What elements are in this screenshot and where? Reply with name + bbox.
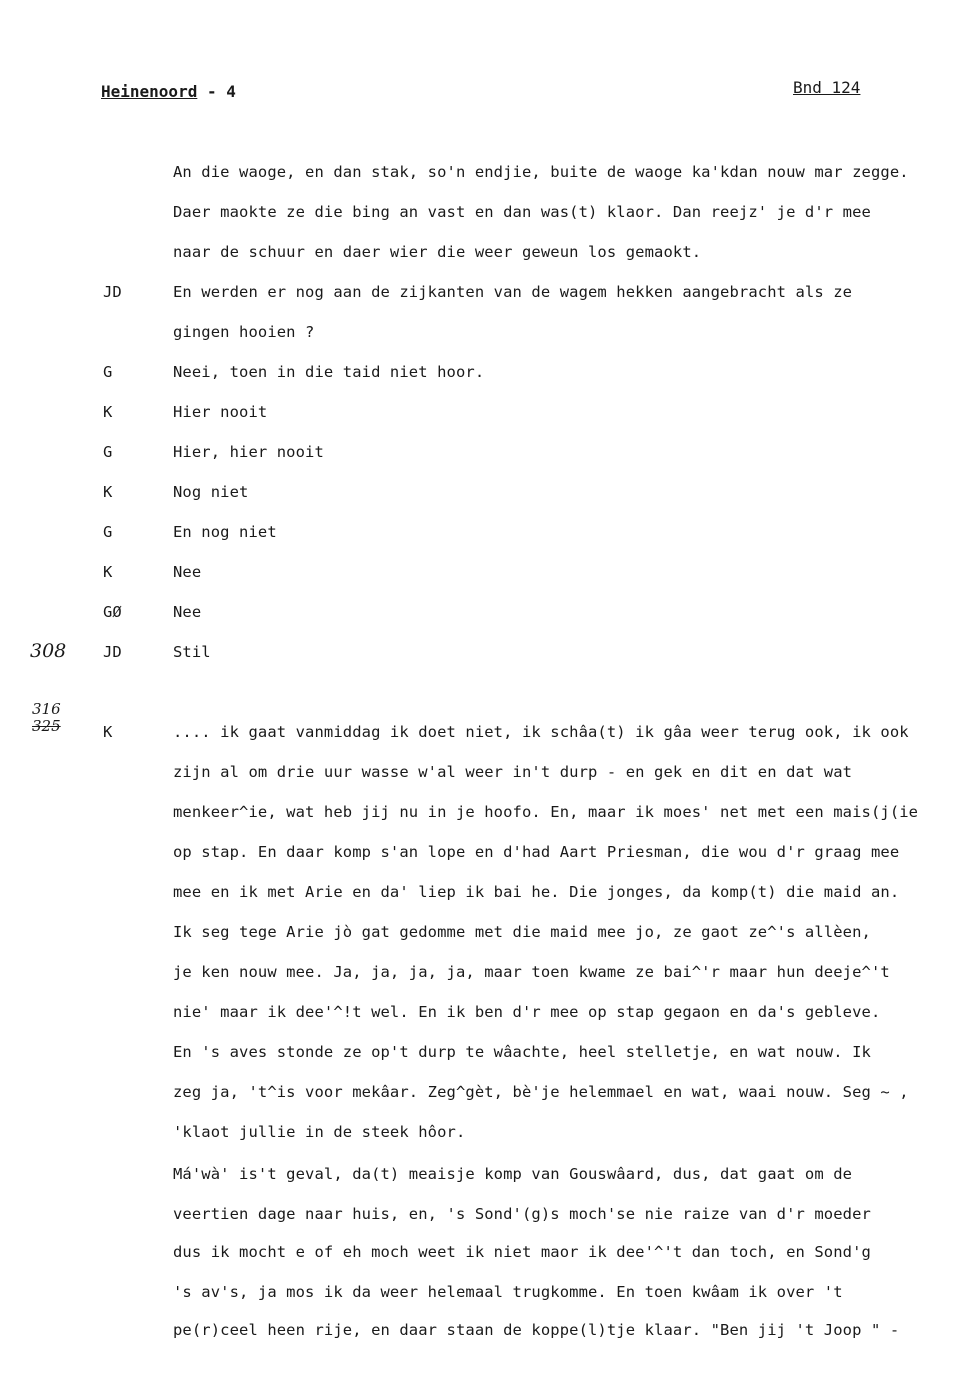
- transcript-line: [0, 241, 973, 265]
- line-text: En werden er nog aan de zijkanten van de wagem hekken aangebracht als ze: [173, 283, 853, 301]
- transcript-line: [0, 1319, 973, 1343]
- transcript-line: [0, 841, 973, 865]
- line-text: pe(r)ceel heen rije, en daar staan de koppe(l)tje klaar. "Ben jij 't Joop " -: [173, 1321, 900, 1339]
- margin-note-316: 316: [32, 700, 61, 718]
- margin-note-325-struck: 325: [32, 717, 61, 735]
- speaker-label: K: [103, 563, 113, 581]
- transcript-line: [0, 281, 973, 305]
- transcript-line: [0, 561, 973, 585]
- transcript-line: [0, 801, 973, 825]
- line-text: dus ik mocht e of eh moch weet ik niet maor ik dee'^'t dan toch, en Sond'g: [173, 1243, 871, 1261]
- speaker-label: GØ: [103, 603, 122, 621]
- line-text: Má'wà' is't geval, da(t) meaisje komp van Gouswâard, dus, dat gaat om de: [173, 1165, 853, 1183]
- transcript-line: [0, 361, 973, 385]
- speaker-label: G: [103, 443, 113, 461]
- line-text: 's av's, ja mos ik da weer helemaal trugkomme. En toen kwâam ik over 't: [173, 1283, 843, 1301]
- transcript-line: [0, 1001, 973, 1025]
- transcript-line: [0, 401, 973, 425]
- transcript-line: [0, 1041, 973, 1065]
- line-text: Daer maokte ze die bing an vast en dan was(t) klaor. Dan reejz' je d'r mee: [173, 203, 871, 221]
- line-text: naar de schuur en daer wier die weer geweun los gemaokt.: [173, 243, 702, 261]
- line-text: Neei, toen in die taid niet hoor.: [173, 363, 485, 381]
- speaker-label: JD: [103, 643, 122, 661]
- line-text: En 's aves stonde ze op't durp te wâachte, heel stelletje, en wat nouw. Ik: [173, 1043, 871, 1061]
- speaker-label: G: [103, 363, 113, 381]
- transcript-line: [0, 961, 973, 985]
- location-name: Heinenoord: [101, 82, 198, 101]
- line-text: mee en ik met Arie en da' liep ik bai he. Die jonges, da komp(t) die maid an.: [173, 883, 900, 901]
- document-title: [101, 82, 236, 101]
- transcript-line: [0, 161, 973, 185]
- transcript-line: [0, 321, 973, 345]
- line-text: je ken nouw mee. Ja, ja, ja, ja, maar toen kwame ze bai^'r maar hun deeje^'t: [173, 963, 890, 981]
- line-text: An die waoge, en dan stak, so'n endjie, buite de waoge ka'kdan nouw mar zegge.: [173, 163, 909, 181]
- speaker-label: K: [103, 483, 113, 501]
- line-text: Nee: [173, 603, 202, 621]
- margin-note-308: 308: [30, 640, 67, 662]
- line-text: Nee: [173, 563, 202, 581]
- line-text: menkeer^ie, wat heb jij nu in je hoofo. En, maar ik moes' net met een mais(j(ie: [173, 803, 919, 821]
- line-text: zijn al om drie uur wasse w'al weer in't durp - en gek en dit en dat wat: [173, 763, 853, 781]
- transcript-line: [0, 521, 973, 545]
- transcript-line: [0, 1081, 973, 1105]
- transcript-line: [0, 1121, 973, 1145]
- transcript-line: [0, 441, 973, 465]
- speaker-label: JD: [103, 283, 122, 301]
- line-text: Nog niet: [173, 483, 249, 501]
- line-text: veertien dage naar huis, en, 's Sond'(g)s moch'se nie raize van d'r moeder: [173, 1205, 871, 1223]
- speaker-label: K: [103, 403, 113, 421]
- line-text: Ik seg tege Arie jò gat gedomme met die maid mee jo, ze gaot ze^'s allèen,: [173, 923, 871, 941]
- transcript-line: [0, 1281, 973, 1305]
- line-text: Stil: [173, 643, 211, 661]
- transcript-line: [0, 761, 973, 785]
- transcript-line: [0, 481, 973, 505]
- transcript-line: [0, 641, 973, 665]
- speaker-label: G: [103, 523, 113, 541]
- line-text: Hier nooit: [173, 403, 268, 421]
- transcript-line: [0, 1163, 973, 1187]
- line-text: nie' maar ik dee'^!t wel. En ik ben d'r mee op stap gegaon en da's gebleve.: [173, 1003, 881, 1021]
- transcript-line: [0, 1203, 973, 1227]
- band-number: Bnd 124: [793, 78, 861, 97]
- line-text: En nog niet: [173, 523, 277, 541]
- transcript-line: [0, 881, 973, 905]
- transcript-line: [0, 721, 973, 745]
- transcript-line: [0, 921, 973, 945]
- line-text: .... ik gaat vanmiddag ik doet niet, ik schâa(t) ik gâa weer terug ook, ik ook: [173, 723, 909, 741]
- line-text: zeg ja, 't^is voor mekâar. Zeg^gèt, bè'je helemmael en wat, waai nouw. Seg ~ ,: [173, 1083, 909, 1101]
- transcript-line: [0, 1241, 973, 1265]
- speaker-label: K: [103, 723, 113, 741]
- line-text: gingen hooien ?: [173, 323, 315, 341]
- line-text: op stap. En daar komp s'an lope en d'had Aart Priesman, die wou d'r graag mee: [173, 843, 900, 861]
- line-text: 'klaot jullie in de steek hôor.: [173, 1123, 466, 1141]
- page-number: - 4: [197, 82, 236, 101]
- line-text: Hier, hier nooit: [173, 443, 324, 461]
- transcript-line: [0, 601, 973, 625]
- transcript-line: [0, 201, 973, 225]
